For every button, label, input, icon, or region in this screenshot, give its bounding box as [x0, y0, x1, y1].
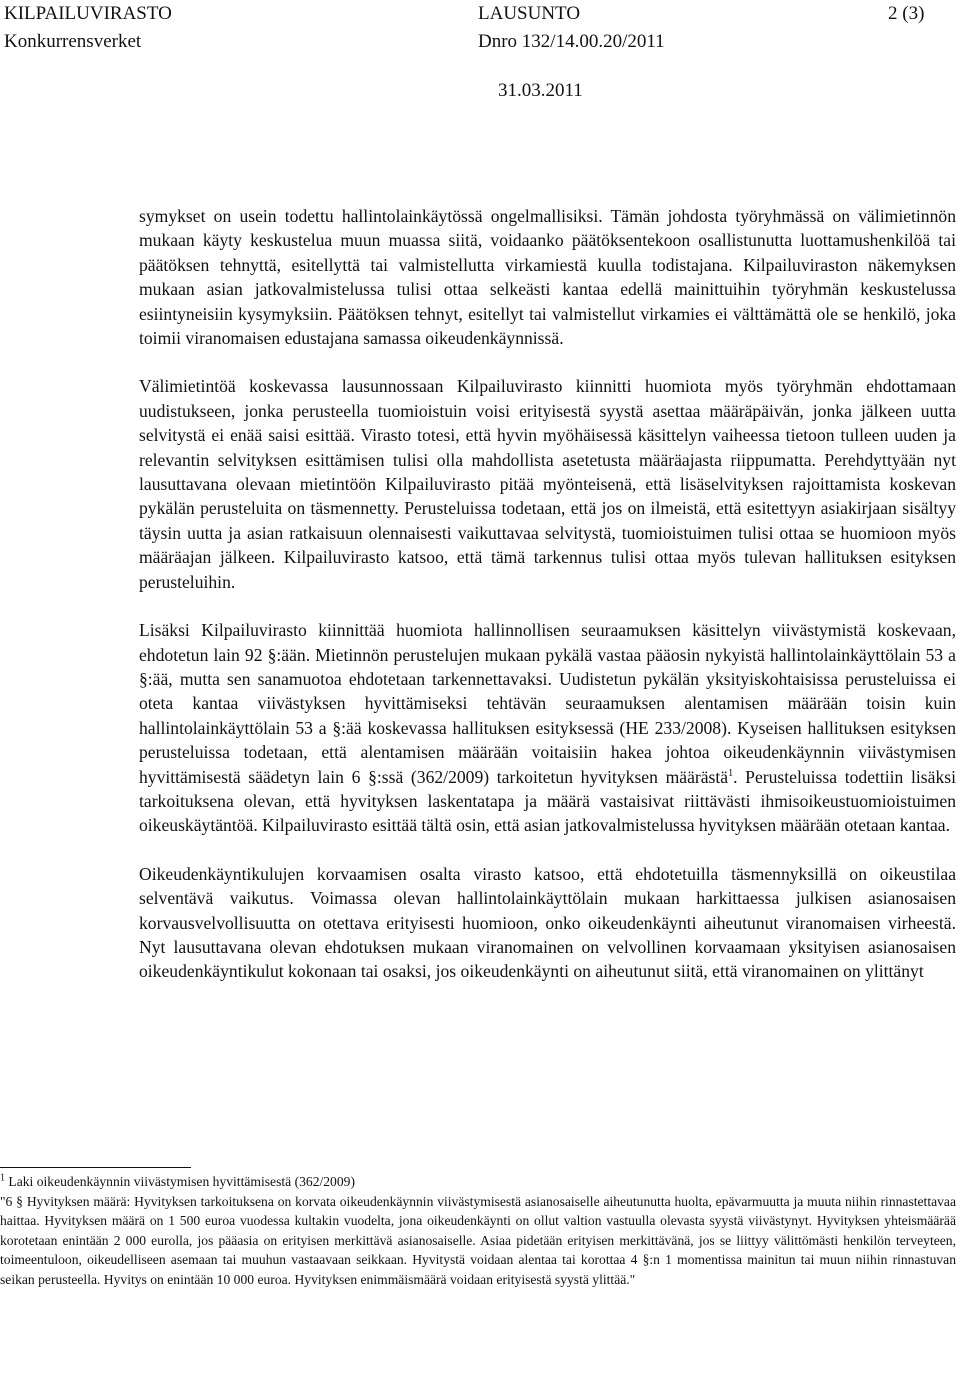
paragraph-text: . Perusteluissa todettiin lisäksi tarkoituksena olevan, että hyvityksen laskentatapa ja määrä vastaisivat riittävästi ihmisoikeustuomioistuimen oikeuskäytäntöä. Kilpailuvirasto esittää tältä osin, että asian jatkovalmistelussa hyvityksen määrään otetaan kantaa.	[139, 766, 956, 836]
document-body	[139, 204, 956, 1008]
document-number: Dnro 132/14.00.20/2011	[478, 31, 665, 52]
paragraph-text: Lisäksi Kilpailuvirasto kiinnittää huomiota hallinnollisen seuraamuksen käsittelyn viivästymistä koskevaan, ehdotetun lain 92 §:ään. Mietinnön perustelujen mukaan pykälä vastaa pääosin nykyistä hallintolainkäyttölain 53 a §:ää, mutta sen sanamuotoa ehdotetaan tarkennettavaksi. Uudistetun pykälän yksityiskohtaisissa perusteluissa ei oteta kantaa viivästyksen hyvittämiseksi tehtävän seuraamuksen alentamisen määrään toisin kuin hallintolainkäyttölain 53 a §:ää koskevassa hallituksen esityksessä (HE 233/2008). Kyseisen hallituksen esityksen perusteluissa todetaan, että alentamisen määrään voitaisiin hakea johtoa oikeudenkäynnin viivästymisen hyvittämisestä säädetyn lain 6 §:ssä (362/2009) tarkoitetun hyvityksen määrästä	[139, 620, 956, 787]
footnotes	[0, 1172, 956, 1290]
footnote-reference: 1	[728, 767, 734, 779]
org-name-swedish: Konkurrensverket	[4, 31, 142, 52]
org-name: KILPAILUVIRASTO	[4, 3, 172, 24]
document-date: 31.03.2011	[498, 80, 583, 101]
footnote-text: Laki oikeudenkäynnin viivästymisen hyvittämisestä (362/2009)	[5, 1174, 355, 1189]
paragraph	[139, 618, 956, 838]
footnote-separator	[0, 1167, 191, 1168]
paragraph: symykset on usein todettu hallintolainkäytössä ongelmallisiksi. Tämän johdosta työryhmässä on välimietinnön mukaan käyty keskustelua muun muassa siitä, voidaanko päätöksentekoon osallistunutta luottamushenkilöä tai päätöksen tehnyttä, esitellyttä tai valmistellutta virkamiestä kuulla todistajana. Kilpailuviraston näkemyksen mukaan asian jatkovalmistelussa tulisi ottaa selkeästi kantaa edellä mainittuihin työryhmän keskustelussa esiintyneisiin kysymyksiin. Päätöksen tehnyt, esitellyt tai valmistellut virkamies ei välttämättä ole se henkilö, joka toimii viranomaisen edustajana samassa oikeudenkäynnissä.	[139, 206, 956, 349]
document-type: LAUSUNTO	[478, 3, 581, 24]
paragraph: Välimietintöä koskevassa lausunnossaan Kilpailuvirasto kiinnitti huomiota myös työryhmän ehdottamaan uudistukseen, jonka perusteella tuomioistuin voisi erityisestä syystä asettaa määräpäivän, jonka jälkeen uutta selvitystä ei enää saisi esittää. Virasto totesi, että hyvin myöhäisessä käsittelyn vaiheessa tietoon tulleen uuden ja relevantin selvityksen esittämisen tulisi olla mahdollista asetetusta määräajasta riippumatta. Perehdyttyään nyt lausuttavana olevaan mietintöön Kilpailuvirasto pitää myönteisenä, että lisäselvityksen rajoittamista koskevan pykälän perusteluita on täsmennetty. Perusteluissa todetaan, että jos on ilmeistä, että esitettyyn asiakirjaan sisältyy täysin uutta ja asian ratkaisuun olennaisesti vaikuttavaa selvitystä, tuomioistuimen tulisi ottaa se huomioon myös määräajan jälkeen. Kilpailuvirasto katsoo, että tämä tarkennus tulisi ottaa myös tulevan hallituksen esityksen perusteluihin.	[139, 376, 956, 592]
paragraph: Oikeudenkäyntikulujen korvaamisen osalta virasto katsoo, että ehdotetuilla täsmennyksillä on oikeustilaa selventävä vaikutus. Voimassa olevan hallintolainkäyttölain mukaan harkittaessa julkisen asianosaisen korvausvelvollisuutta on otettava erityisesti huomioon, onko oikeudenkäynti aiheutunut viranomaisen virheestä. Nyt lausuttavana olevan ehdotuksen mukaan viranomainen on velvollinen korvaamaan yksityisen asianosaisen oikeudenkäyntikulut kokonaan tai osaksi, jos oikeudenkäynti on aiheutunut siitä, että viranomainen on ylittänyt	[139, 863, 956, 982]
page-number: 2 (3)	[888, 3, 925, 24]
footnote-1	[0, 1172, 956, 1192]
footnote-marker: 1	[0, 1172, 5, 1184]
footnote-quote: "6 § Hyvityksen määrä: Hyvityksen tarkoituksena on korvata oikeudenkäynnin viivästymisestä asianosaiselle aiheutunutta huolta, epävarmuutta ja muuta niihin rinnastettavaa haittaa. Hyvityksen määrä on 1 500 euroa vuodessa kultakin vuodelta, jona oikeudenkäynti on ollut valtion vastuulla olevasta syystä viivästynyt. Hyvityksen yhteismäärää korotetaan enintään 2 000 eurolla, jos pääasia on erityisen merkittävä asianosaiselle. Asiaa pidetään erityisen merkittävänä, jos se liittyy välittömästi henkilön terveyteen, toimeentuloon, oikeudelliseen asemaan tai muuhun vastaavaan seikkaan. Hyvitystä voidaan alentaa tai korottaa 4 §:n 1 momentissa mainitun tai muun niihin rinnastuvan seikan perusteella. Hyvitys on enintään 10 000 euroa. Hyvityksen enimmäismäärä voidaan erityisestä syystä ylittää."	[0, 1193, 956, 1287]
